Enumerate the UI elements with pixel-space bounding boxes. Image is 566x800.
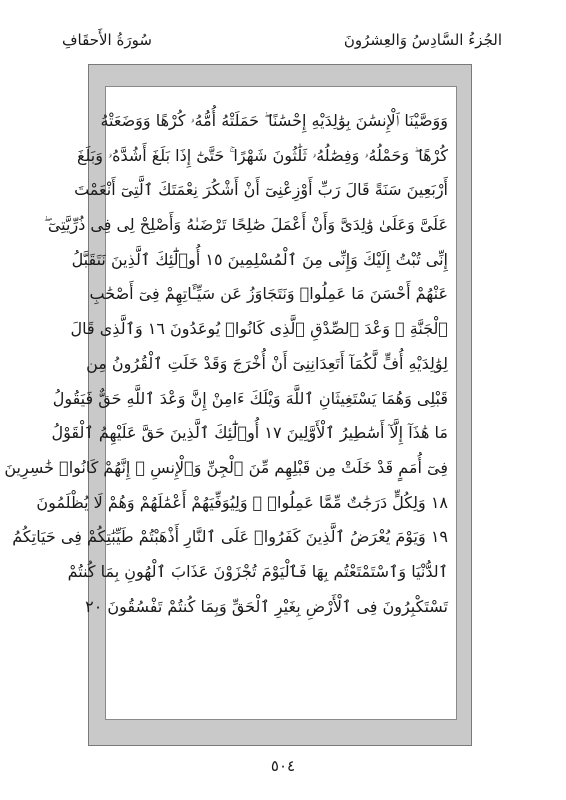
surah-title: سُورَةُ الأَحقَافِ bbox=[62, 31, 152, 49]
verse-line: وَوَصَّيْنَا ٱلْإِنسَٰنَ بِوَٰلِدَيْهِ إِحْسَٰنًا ۖ حَمَلَتْهُ أُمُّهُۥ كُرْهًا وَوَضَعَتْهُ bbox=[100, 111, 448, 130]
verse-line: قَبْلِى وَهُمَا يَسْتَغِيثَانِ ٱللَّهَ وَيْلَكَ ءَامِنْ إِنَّ وَعْدَ ٱللَّهِ حَقٌّ فَيَقُولُ bbox=[52, 388, 448, 408]
verse-line: ٱلدُّنْيَا وَٱسْتَمْتَعْتُم بِهَا فَٱلْيَوْمَ تُجْزَوْنَ عَذَابَ ٱلْهُونِ بِمَا كُنتُمْ bbox=[67, 561, 448, 581]
verse-line: أَرْبَعِينَ سَنَةً قَالَ رَبِّ أَوْزِعْنِىٓ أَنْ أَشْكُرَ نِعْمَتَكَ ٱلَّتِىٓ أَنْعَمْتَ bbox=[74, 180, 448, 200]
verse-block bbox=[4, 104, 448, 624]
verse-line: مَا هَٰذَآ إِلَّآ أَسَٰطِيرُ ٱلْأَوَّلِينَ ١٧ أُو۟لَٰٓئِكَ ٱلَّذِينَ حَقَّ عَلَيْهِمُ ٱلْقَوْلُ bbox=[51, 423, 448, 443]
verse-line: عَنْهُمْ أَحْسَنَ مَا عَمِلُوا۟ وَنَتَجَاوَزُ عَن سَيِّـَٔاتِهِمْ فِىٓ أَصْحَٰبِ bbox=[89, 284, 448, 304]
verse-line: إِنِّى تُبْتُ إِلَيْكَ وَإِنِّى مِنَ ٱلْمُسْلِمِينَ ١٥ أُو۟لَٰٓئِكَ ٱلَّذِينَ نَتَقَبَّلُ bbox=[71, 249, 448, 269]
verse-line: فِىٓ أُمَمٍ قَدْ خَلَتْ مِن قَبْلِهِم مِّنَ ٱلْجِنِّ وَٱلْإِنسِ ۖ إِنَّهُمْ كَانُوا۟ خَٰسِرِينَ bbox=[4, 457, 448, 477]
page-number: ٥٠٤ bbox=[270, 757, 296, 775]
juz-title: الجُزءُ السَّادِسُ وَالعِشرُونَ bbox=[343, 31, 502, 49]
verse-line: ١٩ وَيَوْمَ يُعْرَضُ ٱلَّذِينَ كَفَرُوا۟ عَلَى ٱلنَّارِ أَذْهَبْتُمْ طَيِّبَٰتِكُمْ فِى حَيَاتِكُمُ bbox=[12, 527, 448, 547]
verse-line: كُرْهًا ۖ وَحَمْلُهُۥ وَفِصَٰلُهُۥ ثَلَٰثُونَ شَهْرًا ۚ حَتَّىٰٓ إِذَا بَلَغَ أَشُدَّهُۥ وَبَلَغَ bbox=[76, 145, 448, 165]
verse-line: عَلَىَّ وَعَلَىٰ وَٰلِدَىَّ وَأَنْ أَعْمَلَ صَٰلِحًا تَرْضَىٰهُ وَأَصْلِحْ لِى فِى ذُرِّيَّتِىٓ ۖ bbox=[43, 215, 448, 235]
verse-line: ١٨ وَلِكُلٍّ دَرَجَٰتٌ مِّمَّا عَمِلُوا۟ ۖ وَلِيُوَفِّيَهُمْ أَعْمَٰلَهُمْ وَهُمْ لَا يُظْلَمُونَ bbox=[36, 492, 448, 512]
verse-line: ٱلْجَنَّةِ ۖ وَعْدَ ٱلصِّدْقِ ٱلَّذِى كَانُوا۟ يُوعَدُونَ ١٦ وَٱلَّذِى قَالَ bbox=[70, 319, 448, 339]
verse-line: تَسْتَكْبِرُونَ فِى ٱلْأَرْضِ بِغَيْرِ ٱلْحَقِّ وَبِمَا كُنتُمْ تَفْسُقُونَ ٢٠ bbox=[85, 596, 448, 616]
verse-line: لِوَٰلِدَيْهِ أُفٍّ لَّكُمَآ أَتَعِدَانِنِىٓ أَنْ أُخْرَجَ وَقَدْ خَلَتِ ٱلْقُرُونُ مِن bbox=[86, 353, 448, 373]
